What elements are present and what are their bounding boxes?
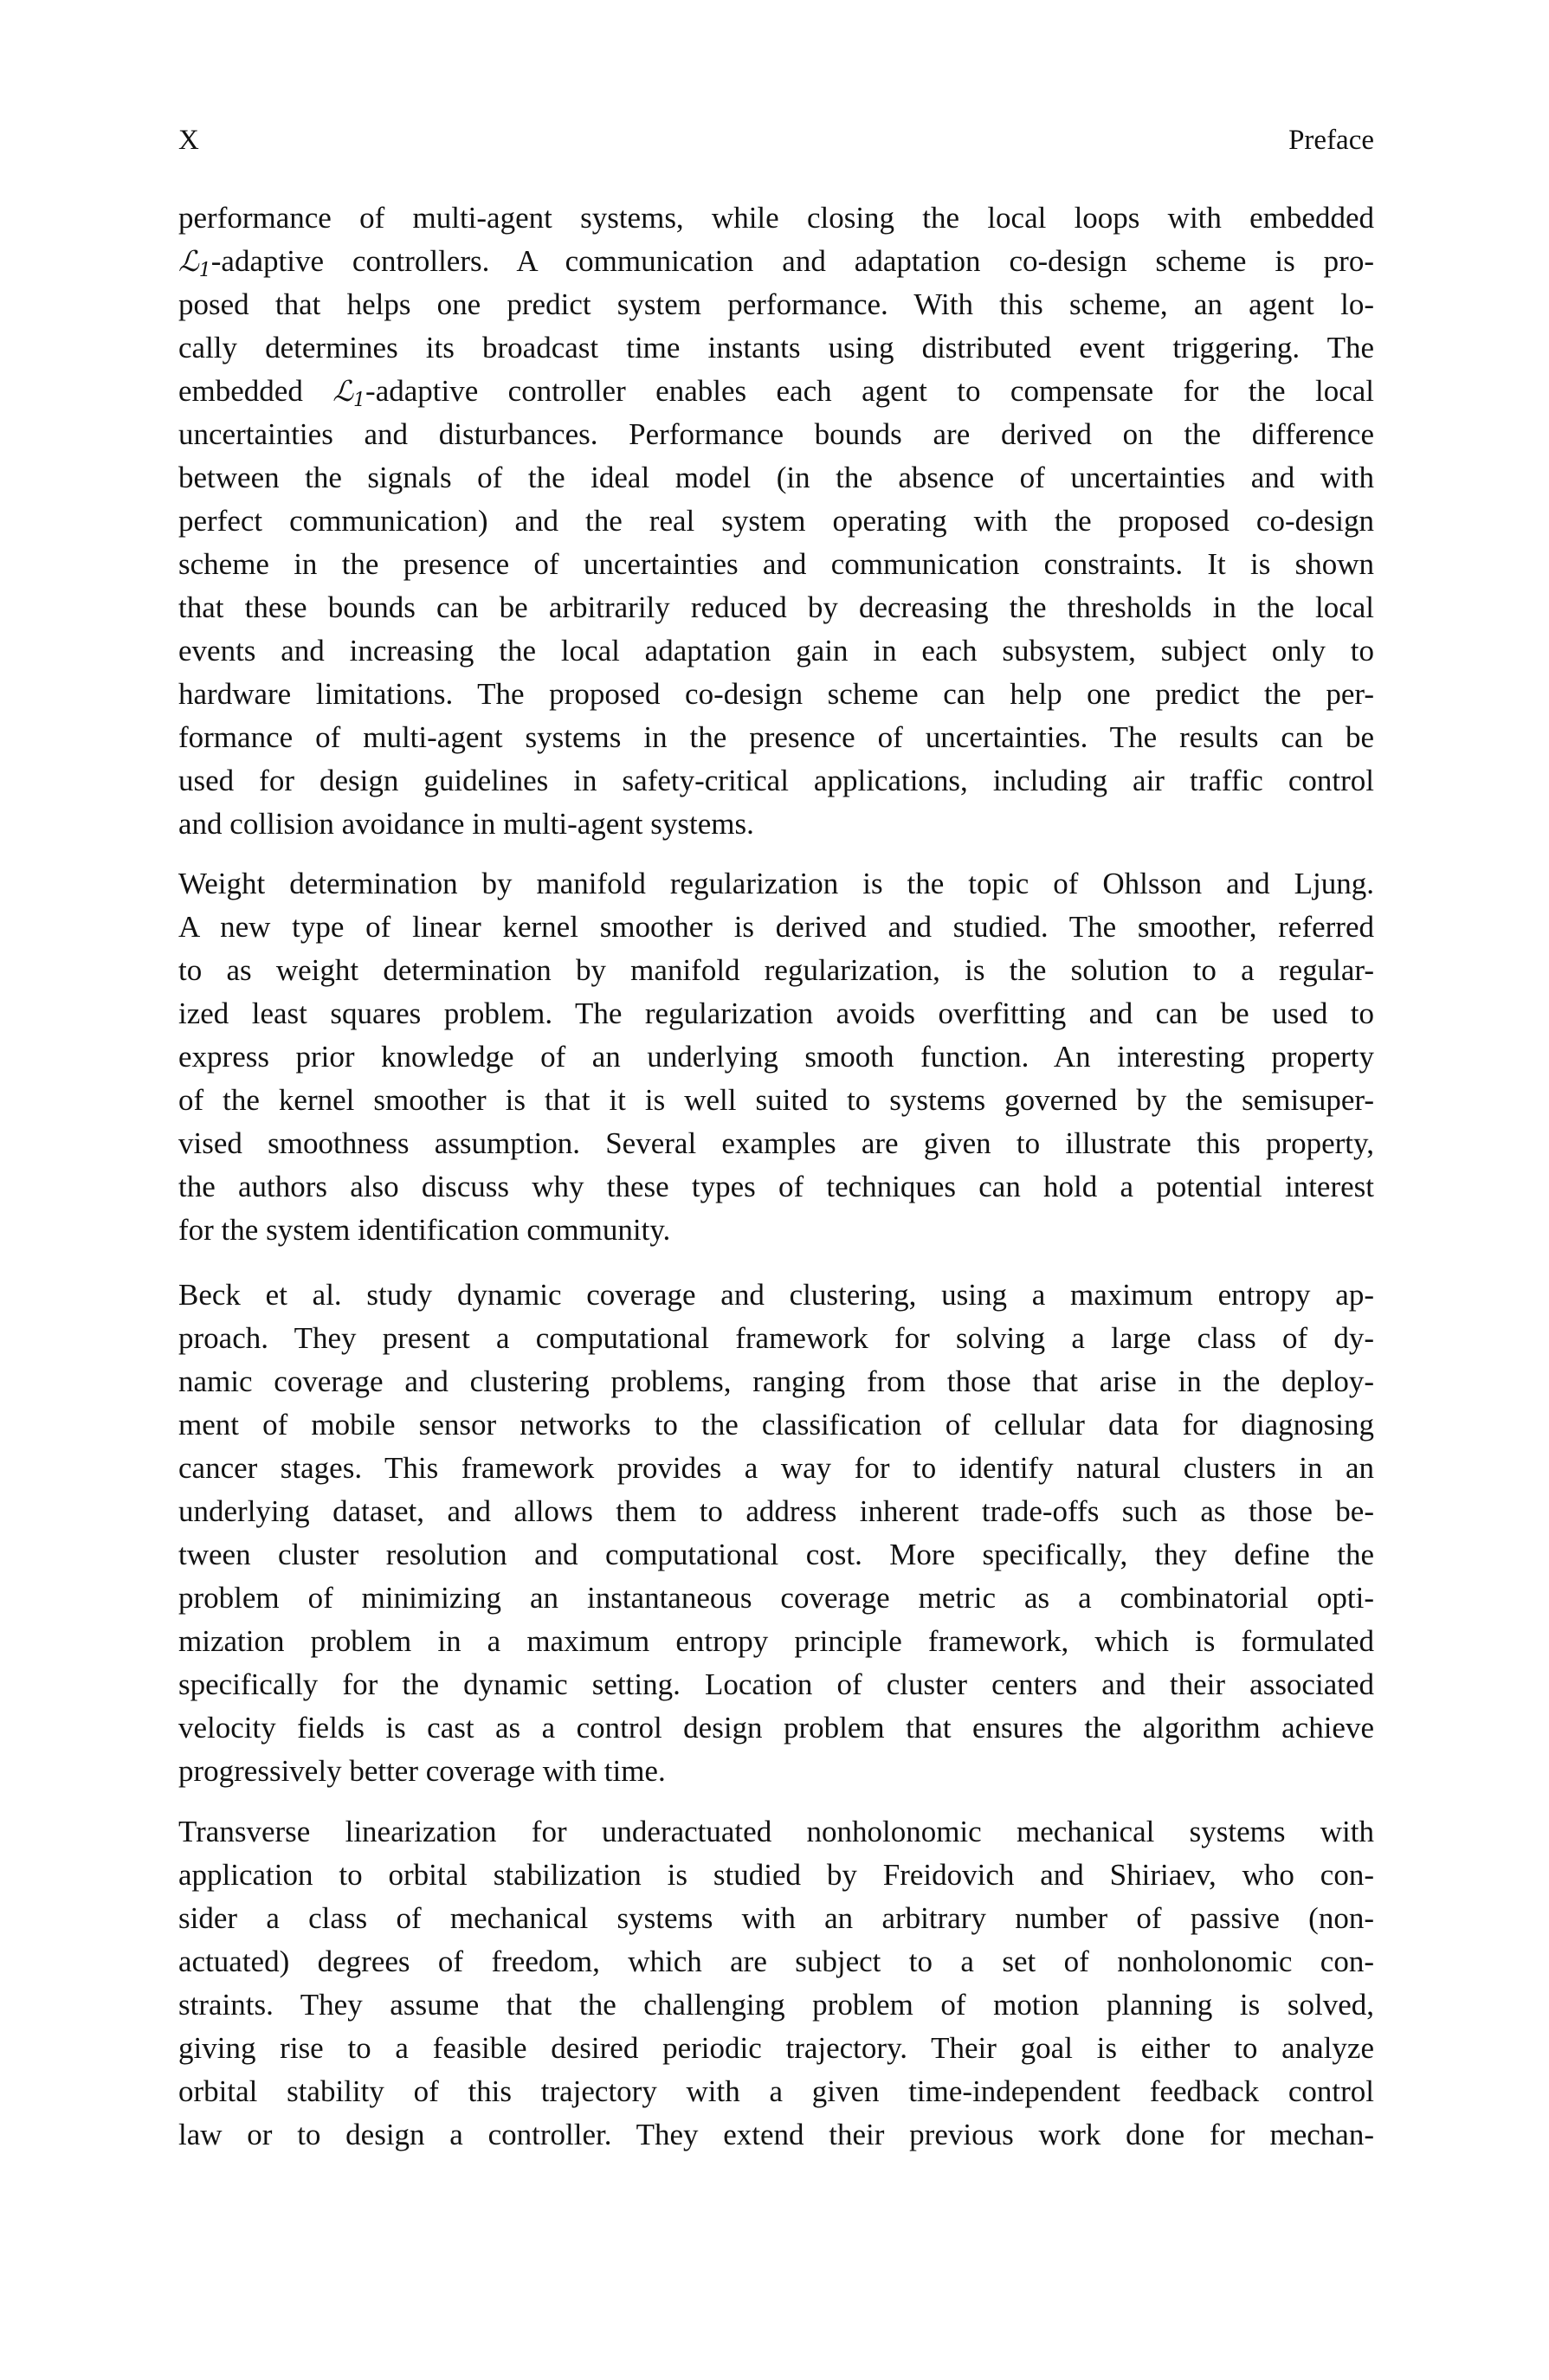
text-line: express prior knowledge of an underlying smooth function. An interesting property <box>178 1040 1374 1074</box>
page-number: X <box>178 125 199 156</box>
paragraph-dynamic-coverage <box>178 1274 1374 1793</box>
text-line: proach. They present a computational framework for solving a large class of dy- <box>178 1321 1374 1355</box>
text-line: events and increasing the local adaptation gain in each subsystem, subject only to <box>178 634 1374 668</box>
text-line: Weight determination by manifold regularization is the topic of Ohlsson and Ljung. <box>178 867 1374 900</box>
text-line: application to orbital stabilization is studied by Freidovich and Shiriaev, who con- <box>178 1858 1374 1892</box>
text-line: posed that helps one predict system performance. With this scheme, an agent lo- <box>178 287 1374 321</box>
text-line: namic coverage and clustering problems, ranging from those that arise in the deploy- <box>178 1364 1374 1398</box>
line-text: -adaptive controller enables each agent to compensate for the local <box>365 374 1375 408</box>
text-line: underlying dataset, and allows them to address inherent trade-offs such as those be- <box>178 1494 1374 1528</box>
line-text: -adaptive controllers. A communication and adaptation co-design scheme is pro- <box>210 244 1374 278</box>
text-line: velocity fields is cast as a control design problem that ensures the algorithm achieve <box>178 1711 1374 1745</box>
text-line: specifically for the dynamic setting. Location of cluster centers and their associated <box>178 1667 1374 1701</box>
text-line: of the kernel smoother is that it is well suited to systems governed by the semisuper- <box>178 1083 1374 1117</box>
text-line: problem of minimizing an instantaneous coverage metric as a combinatorial opti- <box>178 1581 1374 1615</box>
paragraph-transverse-linearization <box>178 1810 1374 2157</box>
subscript-one: 1 <box>353 390 366 411</box>
text-line: cancer stages. This framework provides a way for to identify natural clusters in an <box>178 1451 1374 1485</box>
text-line: used for design guidelines in safety-critical applications, including air traffic control <box>178 764 1374 797</box>
text-line: orbital stability of this trajectory with a given time-independent feedback control <box>178 2074 1374 2108</box>
paragraph-multi-agent-l1-adaptive <box>178 197 1374 846</box>
text-line: scheme in the presence of uncertainties and communication constraints. It is shown <box>178 547 1374 581</box>
text-line: actuated) degrees of freedom, which are subject to a set of nonholonomic con- <box>178 1945 1374 1978</box>
script-l-glyph: ℒ <box>332 374 354 408</box>
text-line: the authors also discuss why these types of techniques can hold a potential interest <box>178 1170 1374 1203</box>
text-line: tween cluster resolution and computational cost. More specifically, they define the <box>178 1538 1374 1571</box>
text-line <box>178 240 1374 283</box>
text-line: perfect communication) and the real system operating with the proposed co-design <box>178 504 1374 538</box>
text-line: ized least squares problem. The regularization avoids overfitting and can be used to <box>178 997 1374 1030</box>
text-line: A new type of linear kernel smoother is derived and studied. The smoother, referred <box>178 910 1374 944</box>
text-line: performance of multi-agent systems, while closing the local loops with embedded <box>178 201 1374 235</box>
subscript-one: 1 <box>198 260 211 281</box>
text-line: giving rise to a feasible desired periodic trajectory. Their goal is either to analyze <box>178 2031 1374 2065</box>
l1-math-symbol <box>178 244 211 281</box>
text-line: sider a class of mechanical systems with an arbitrary number of passive (non- <box>178 1901 1374 1935</box>
text-line: Beck et al. study dynamic coverage and clustering, using a maximum entropy ap- <box>178 1278 1374 1312</box>
text-line: and collision avoidance in multi-agent systems. <box>178 807 754 841</box>
l1-math-symbol <box>332 374 366 411</box>
text-line: progressively better coverage with time. <box>178 1754 666 1788</box>
text-line: uncertainties and disturbances. Performance bounds are derived on the difference <box>178 417 1374 451</box>
text-line: law or to design a controller. They extend their previous work done for mechan- <box>178 2118 1374 2151</box>
text-line: cally determines its broadcast time instants using distributed event triggering. The <box>178 331 1374 364</box>
text-line: to as weight determination by manifold regularization, is the solution to a regular- <box>178 953 1374 987</box>
text-line: straints. They assume that the challenging problem of motion planning is solved, <box>178 1988 1374 2022</box>
text-line: vised smoothness assumption. Several examples are given to illustrate this property, <box>178 1126 1374 1160</box>
text-line: Transverse linearization for underactuated nonholonomic mechanical systems with <box>178 1815 1374 1848</box>
text-line: hardware limitations. The proposed co-design scheme can help one predict the per- <box>178 677 1374 711</box>
running-head <box>178 123 1374 158</box>
text-line: ment of mobile sensor networks to the classification of cellular data for diagnosing <box>178 1408 1374 1442</box>
line-prefix: embedded <box>178 374 333 408</box>
section-title: Preface <box>1288 125 1374 156</box>
paragraph-weight-determination <box>178 862 1374 1252</box>
text-line: for the system identification community. <box>178 1213 671 1247</box>
text-line: that these bounds can be arbitrarily reduced by decreasing the thresholds in the local <box>178 590 1374 624</box>
text-line: mization problem in a maximum entropy principle framework, which is formulated <box>178 1624 1374 1658</box>
script-l-glyph: ℒ <box>178 244 199 278</box>
text-line: formance of multi-agent systems in the presence of uncertainties. The results can be <box>178 720 1374 754</box>
text-line: between the signals of the ideal model (in the absence of uncertainties and with <box>178 461 1374 494</box>
text-line <box>178 370 1374 413</box>
